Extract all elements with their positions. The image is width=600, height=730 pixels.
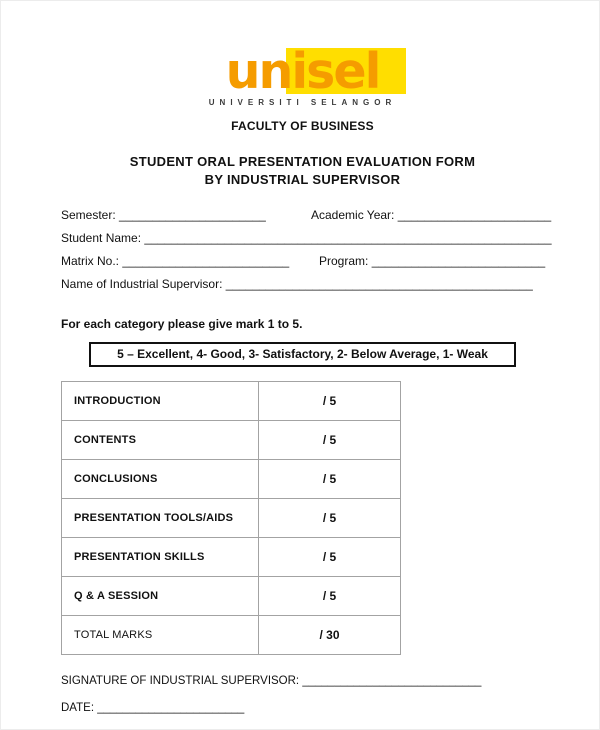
date-line [61, 702, 544, 714]
category-cell: CONTENTS [62, 421, 259, 459]
table-row-introduction [62, 382, 400, 421]
supervisor-label: Name of Industrial Supervisor: [61, 277, 223, 292]
student-name-field [61, 231, 552, 245]
academic-year-blank: _______________________ [397, 208, 552, 223]
form-title-line1: STUDENT ORAL PRESENTATION EVALUATION FORM [129, 154, 476, 169]
category-cell: Q & A SESSION [62, 577, 259, 615]
semester-label: Semester: [61, 208, 116, 223]
category-cell: TOTAL MARKS [62, 616, 259, 654]
supervisor-blank: ______________________________________________ [225, 277, 533, 292]
mark-cell: / 5 [322, 394, 337, 409]
program-blank: __________________________ [371, 254, 546, 269]
logo-wordmark: unisel [225, 43, 380, 100]
semester-field [61, 208, 311, 222]
student-name-line [61, 231, 552, 246]
matrix-no-blank: _________________________ [122, 254, 290, 269]
table-row-qa-session [62, 577, 400, 616]
category-cell: PRESENTATION TOOLS/AIDS [62, 499, 259, 537]
table-row-conclusions [62, 460, 400, 499]
matrix-no-label: Matrix No.: [61, 254, 120, 269]
matrix-program-line [61, 254, 544, 268]
semester-year-line [61, 208, 552, 223]
mark-cell: / 5 [322, 589, 337, 604]
marking-instruction: For each category please give mark 1 to 5. [61, 317, 303, 332]
program-label: Program: [319, 254, 369, 269]
table-row-total-marks [62, 616, 400, 654]
unisel-logo [61, 43, 544, 110]
mark-cell: / 30 [319, 628, 340, 643]
student-name-blank: _____________________________________________________________ [144, 231, 552, 246]
program-field [319, 254, 545, 268]
supervisor-field [61, 277, 533, 291]
faculty-heading: FACULTY OF BUSINESS [231, 119, 374, 133]
date-label: DATE: [61, 702, 95, 715]
signature-blank: ____________________________ [302, 675, 482, 688]
logo-mark [208, 43, 397, 107]
supervisor-name-line [61, 277, 544, 291]
student-name-label: Student Name: [61, 231, 142, 246]
table-row-presentation-tools [62, 499, 400, 538]
form-title-line2: BY INDUSTRIAL SUPERVISOR [204, 171, 401, 187]
academic-year-label: Academic Year: [311, 208, 395, 223]
table-row-presentation-skills [62, 538, 400, 577]
mark-cell: / 5 [322, 472, 337, 487]
matrix-no-field [61, 254, 319, 268]
semester-blank: ______________________ [119, 208, 266, 223]
date-blank: _______________________ [97, 702, 245, 715]
logo-tagline: UNIVERSITI SELANGOR [208, 98, 397, 107]
mark-cell: / 5 [322, 433, 337, 448]
signature-label: SIGNATURE OF INDUSTRIAL SUPERVISOR: [61, 675, 300, 688]
signature-line [61, 675, 544, 687]
academic-year-field [311, 208, 551, 222]
category-cell: INTRODUCTION [62, 382, 259, 420]
category-cell: CONCLUSIONS [62, 460, 259, 498]
table-row-contents [62, 421, 400, 460]
student-info-section [61, 208, 552, 292]
category-cell: PRESENTATION SKILLS [62, 538, 259, 576]
score-table [61, 381, 401, 655]
form-title [61, 153, 544, 188]
mark-cell: / 5 [322, 550, 337, 565]
rating-scale-box: 5 – Excellent, 4- Good, 3- Satisfactory, 2- Below Average, 1- Weak [89, 342, 516, 367]
mark-cell: / 5 [322, 511, 337, 526]
